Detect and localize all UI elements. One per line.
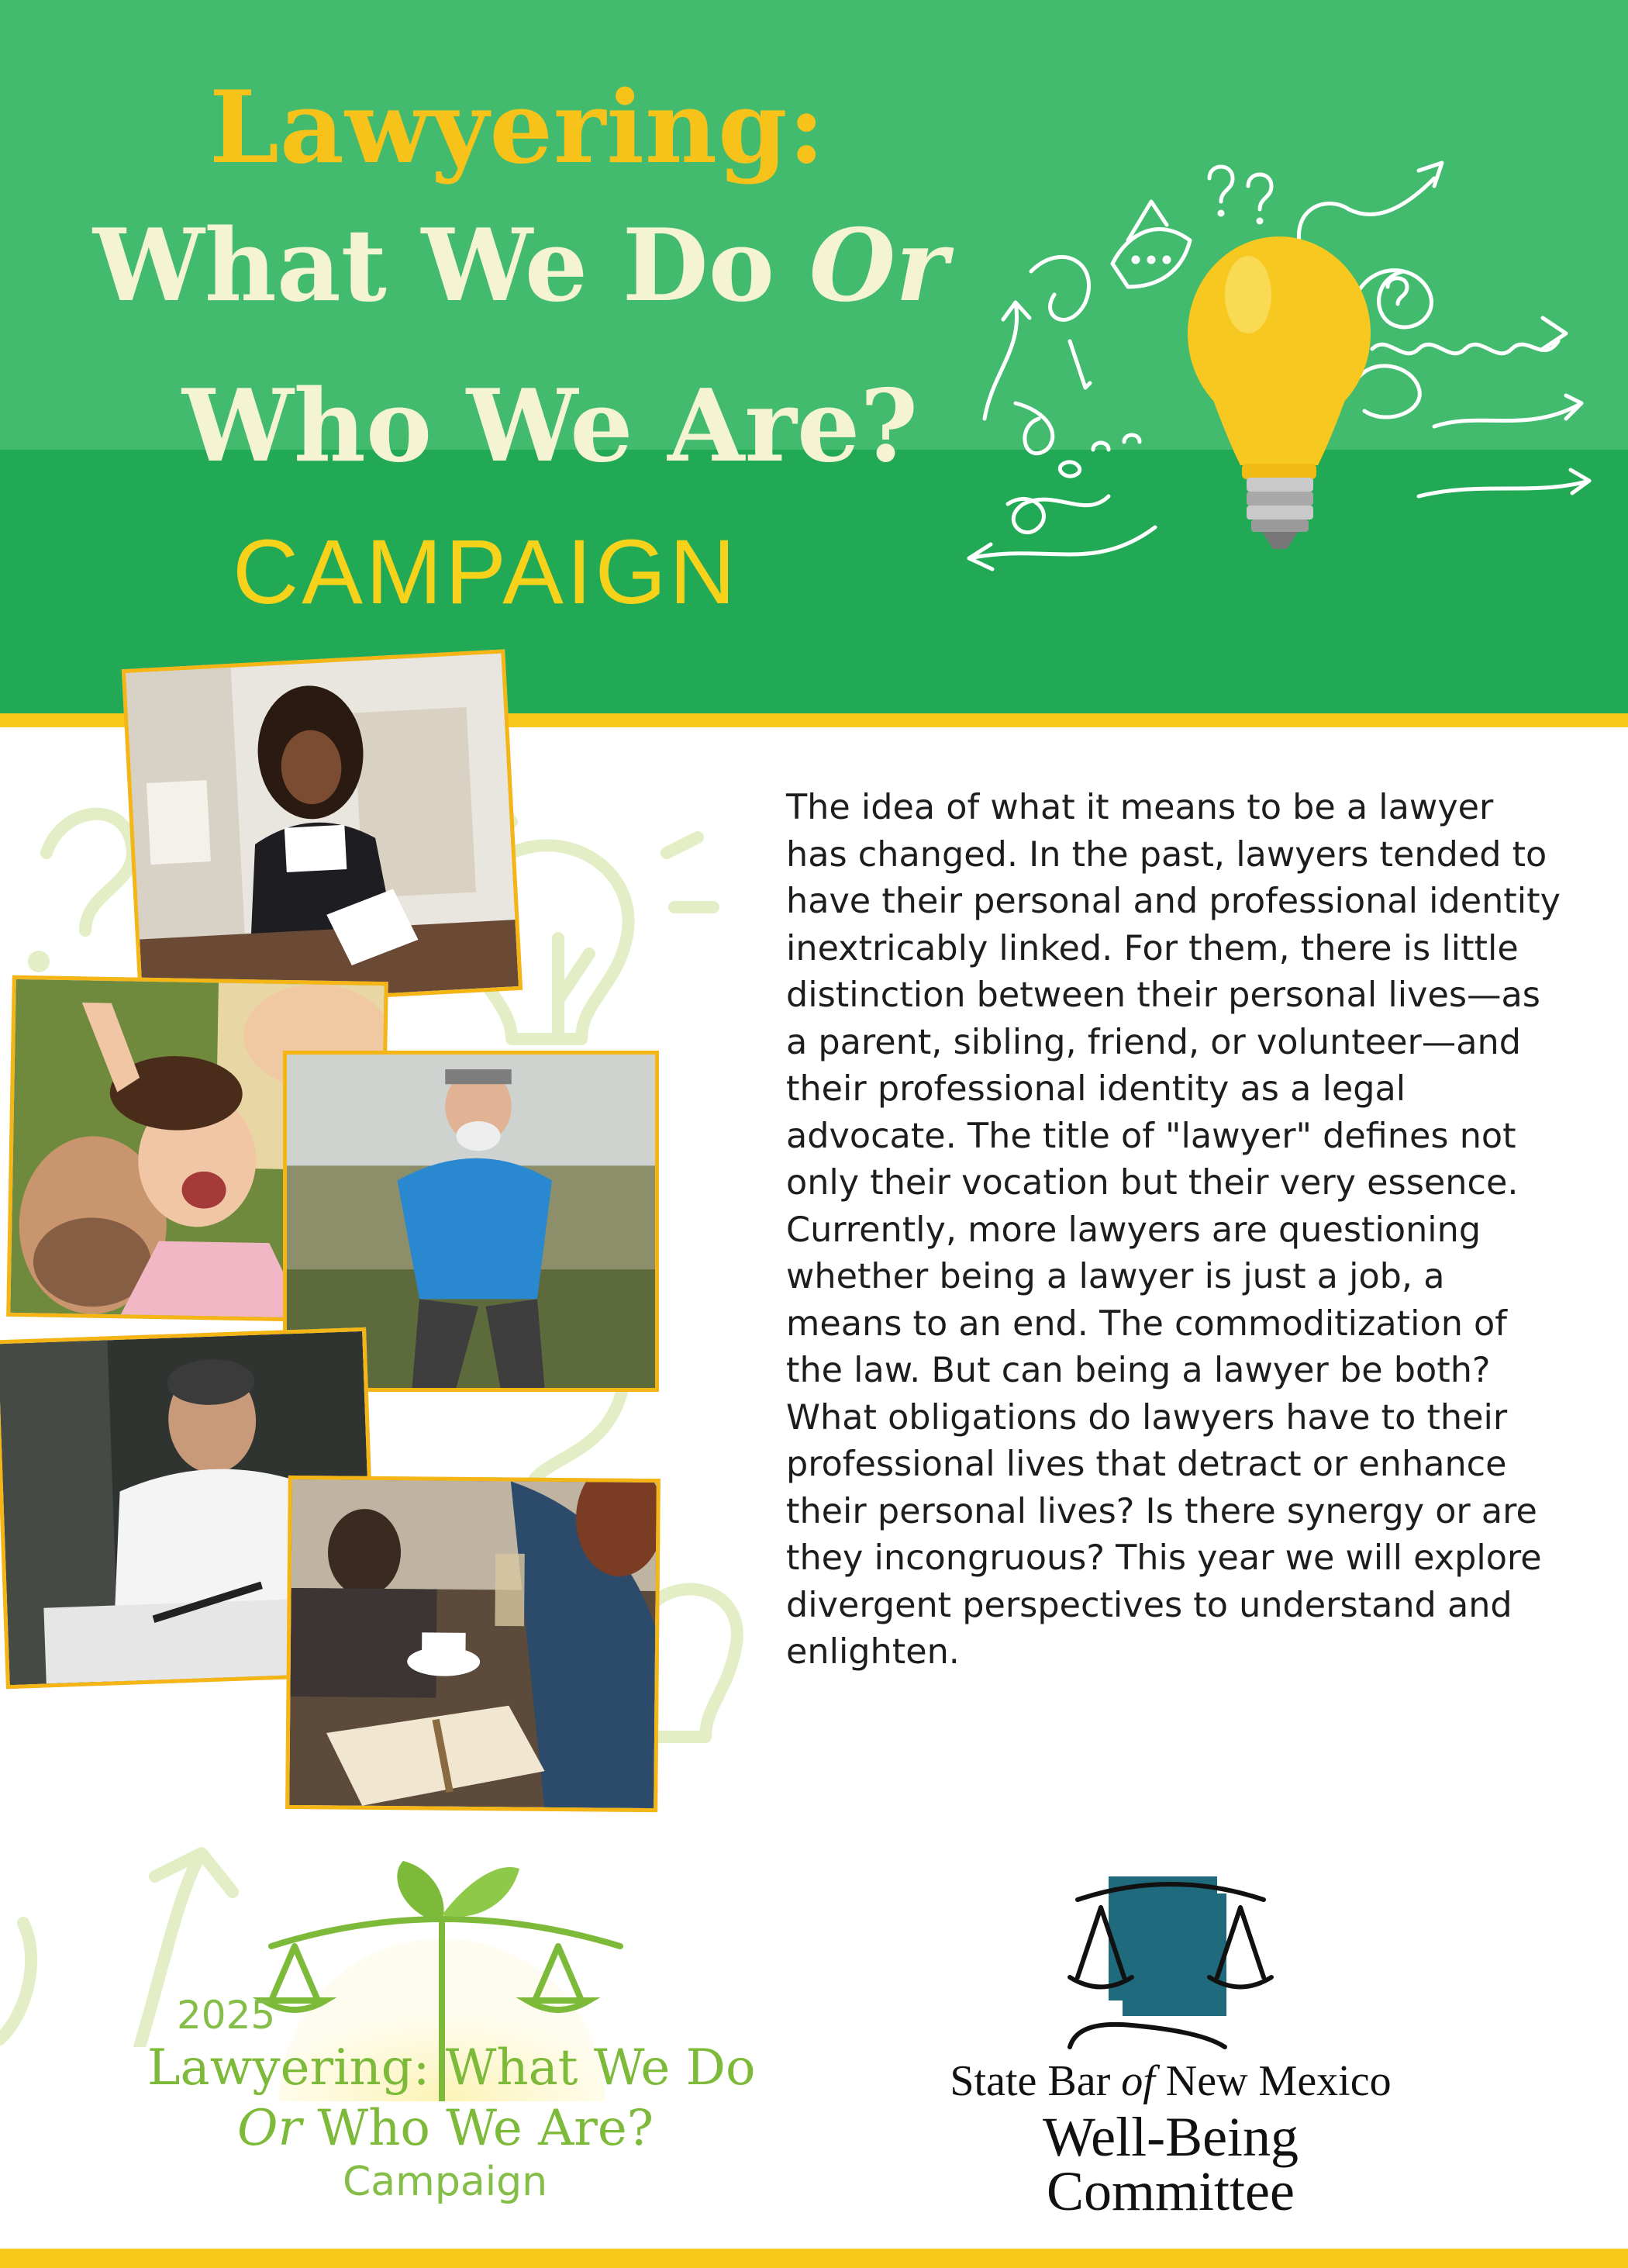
state-bar-name-a: State Bar: [950, 2057, 1122, 2105]
state-bar-name-b: New Mexico: [1154, 2057, 1392, 2105]
lawyer-at-desk-photo: [122, 649, 523, 1010]
state-bar-scales-icon: [1047, 1853, 1295, 2055]
state-bar-name-of: of: [1121, 2057, 1155, 2105]
campaign-year: 2025: [177, 1993, 276, 2038]
header-banner: [0, 0, 1628, 713]
campaign-logo: [140, 1845, 806, 2249]
campaign-logo-or: Or: [237, 2100, 302, 2157]
title-line-3: Who We Are?: [182, 368, 919, 485]
title-line-1: Lawyering:: [209, 70, 826, 186]
bottom-stripe: [0, 2249, 1628, 2268]
state-bar-logo: [930, 1853, 1411, 2241]
campaign-logo-label: Campaign: [343, 2159, 548, 2205]
body-paragraph: The idea of what it means to be a lawyer has changed. In the past, lawyers tended to have their personal and professional identity inextricably linked. For them, there is little distinction between their personal lives—as a parent, sibling, friend, or volunteer—and their professional identity as a legal advocate. The title of "lawyer" defines not only their vocation but their very essence. Currently, more lawyers are questioning whether being a lawyer is just a job, a means to an end. The commoditization of the law. But can being a lawyer be both? What obligations do lawyers have to their professional lives that detract or enhance their personal lives? Is there synergy or are they incongruous? This year we will explore divergent perspectives to understand and enlighten.: [786, 788, 1561, 1672]
title-line-2-or: Or: [809, 208, 948, 324]
state-bar-name: [930, 2056, 1411, 2106]
coffee-reading-photo: [285, 1476, 661, 1812]
title-campaign: CAMPAIGN: [233, 521, 739, 623]
title-line-2-main: What We Do: [93, 208, 809, 324]
campaign-logo-line1: Lawyering: What We Do: [147, 2039, 756, 2097]
committee-name-line2: Committee: [1047, 2160, 1295, 2222]
committee-name-line1: Well-Being: [1042, 2106, 1299, 2168]
campaign-logo-line2-rest: Who We Are?: [302, 2100, 654, 2157]
lightbulb-doodle-icon: [954, 140, 1628, 651]
title-line-2: [93, 208, 948, 324]
campaign-logo-line2: [237, 2100, 654, 2157]
